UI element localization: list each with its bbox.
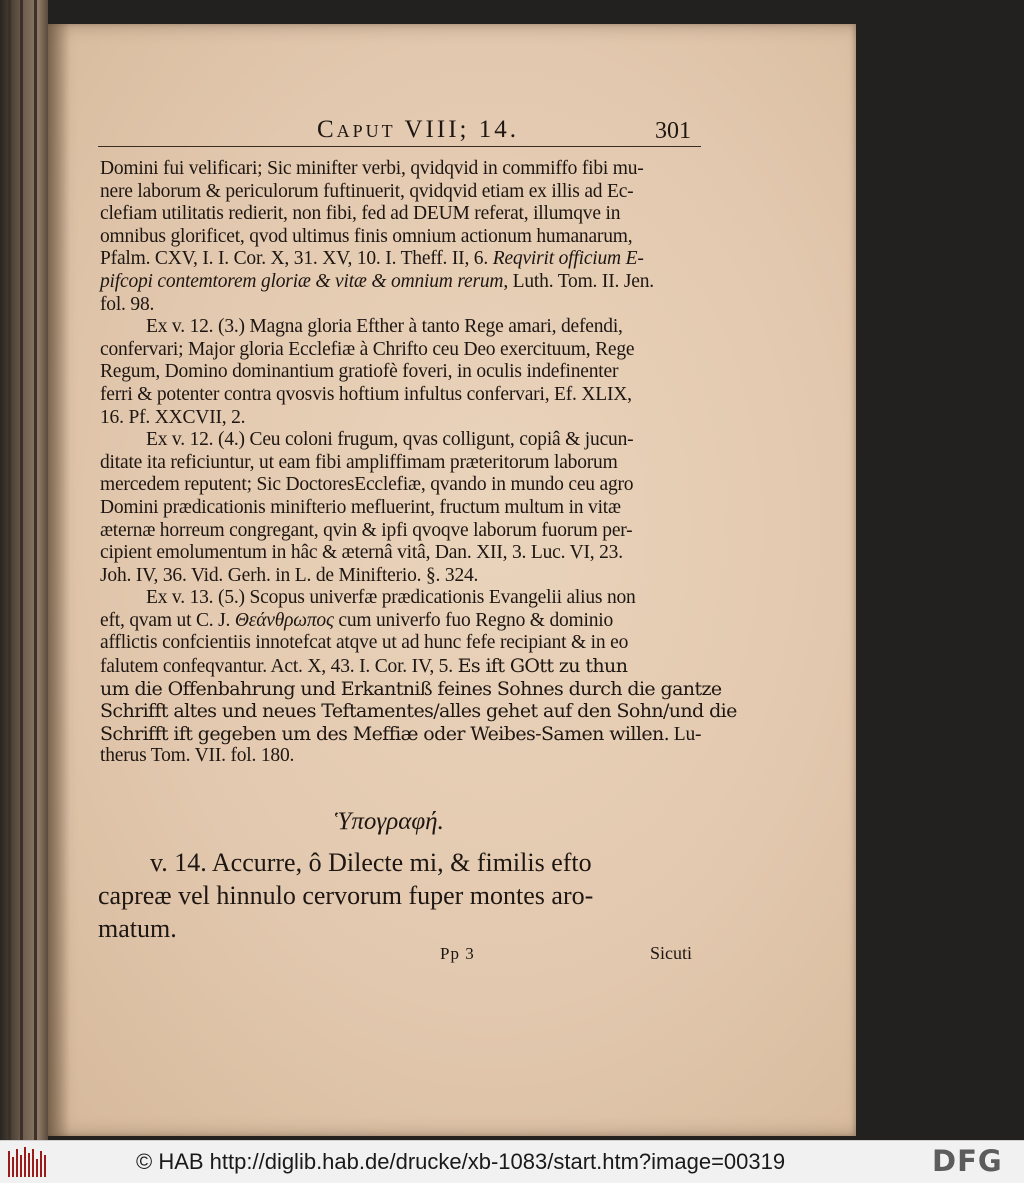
page-edge-line xyxy=(8,0,11,1140)
text-span: , Luth. Tom. II. Jen. xyxy=(503,270,654,292)
text-line: Joh. IV, 36. Vid. Gerh. in L. de Minifterio. §. 324. xyxy=(100,564,479,586)
text-span: Pfalm. CXV, I. I. Cor. X, 31. XV, 10. I. Theff. II, 6. xyxy=(100,248,489,270)
text-line: Domini prædicationis minifterio mefluerint, fructum multum in vitæ xyxy=(100,496,621,518)
text-line: Domini fui velificari; Sic minifter verbi, qvidqvid in commiffo fibi mu- xyxy=(100,158,644,179)
verse-line: matum. xyxy=(98,914,177,943)
text-line: cipient emolumentum in hâc & æternâ vitâ, Dan. XII, 3. Luc. VI, 23. xyxy=(100,542,623,564)
text-line: afflictis confcientiis innotefcat atqve ut ad hunc fefe recipiant & in eo xyxy=(100,632,629,654)
text-span: Lu- xyxy=(673,723,702,745)
footer-bar xyxy=(0,1140,1024,1183)
greek-word: Θεάνθρωπος xyxy=(234,609,334,631)
running-title-caput: Caput xyxy=(317,116,396,143)
fraktur-line: Schrifft altes und neues Teftamentes/alles gehet auf den Sohn/und die xyxy=(100,700,737,723)
text-line: therus Tom. VII. fol. 180. xyxy=(100,745,295,767)
text-span: falutem confeqvantur. Act. X, 43. I. Cor. IV, 5. xyxy=(100,656,453,678)
header-rule xyxy=(98,146,701,147)
fraktur-text: Schrifft ift gegeben um des Meffiæ oder Weibes-Samen willen. xyxy=(100,722,670,745)
text-line: Ex v. 12. (4.) Ceu coloni frugum, qvas colligunt, copiâ & jucun- xyxy=(146,429,634,451)
verse-line: capreæ vel hinnulo cervorum fuper montes aro- xyxy=(98,881,594,910)
running-title xyxy=(317,116,519,144)
text-line: confervari; Major gloria Ecclefiæ à Chrifto ceu Deo exercituum, Rege xyxy=(100,338,635,360)
text-line: clefiam utilitatis redierit, non fibi, fed ad DEUM referat, illumqve in xyxy=(100,203,621,225)
text-line: Ex v. 13. (5.) Scopus univerfæ prædicationis Evangelii alius non xyxy=(146,587,636,609)
text-line: omnibus glorificet, qvod ultimus finis omnium actionum humanarum, xyxy=(100,225,633,247)
text-line: Ex v. 12. (3.) Magna gloria Efther à tanto Rege amari, defendi, xyxy=(146,316,623,338)
running-title-chapter: VIII; 14. xyxy=(404,116,519,143)
text-span: cum univerfo fuo Regno & dominio xyxy=(338,609,614,631)
text-line xyxy=(100,248,700,271)
text-line: 16. Pf. XXCVII, 2. xyxy=(100,406,246,428)
dfg-logo: DFG xyxy=(932,1144,1003,1178)
hab-logo-icon xyxy=(6,1147,50,1177)
italic-text: Reqvirit officium E- xyxy=(492,248,644,270)
footer-link[interactable]: © HAB http://diglib.hab.de/drucke/xb-1083/start.htm?image=00319 xyxy=(136,1149,786,1174)
body-text xyxy=(100,158,737,768)
text-line: Regum, Domino dominantium gratiofè foveri, in oculis indefinenter xyxy=(100,361,619,383)
text-line xyxy=(100,271,700,294)
verse-line: v. 14. Accurre, ô Dilecte mi, & fimilis efto xyxy=(150,848,592,877)
page-edge-line xyxy=(20,0,23,1140)
text-line xyxy=(100,723,700,746)
greek-heading: Ὑπογραφή. xyxy=(335,808,444,835)
fraktur-line: um die Offenbahrung und Erkantniß feines Sohnes durch die gantze xyxy=(100,677,722,700)
text-line: nere laborum & periculorum fuftinuerit, qvidqvid etiam ex illis ad Ec- xyxy=(100,180,634,202)
page-number: 301 xyxy=(655,118,691,144)
gutter-shadow xyxy=(48,24,70,1136)
text-line: ferri & potenter contra qvosvis hoftium infultus confervari, Ef. XLIX, xyxy=(100,383,632,405)
fraktur-text: Es ift GOtt zu thun xyxy=(457,655,628,678)
verse-text xyxy=(98,846,708,945)
text-line: fol. 98. xyxy=(100,293,155,315)
page-edge-line xyxy=(34,0,37,1140)
italic-text: pifcopi contemtorem gloriæ & vitæ & omnium rerum xyxy=(100,270,504,292)
text-line xyxy=(100,655,700,678)
text-line: æternæ horreum congregant, qvin & ipfi qvoqve laborum fuorum per- xyxy=(100,519,633,541)
text-line: ditate ita reficiuntur, ut eam fibi ampliffimam præteritorum laborum xyxy=(100,451,618,473)
text-line xyxy=(100,610,700,633)
text-line: mercedem reputent; Sic DoctoresEcclefiæ, qvando in mundo ceu agro xyxy=(100,474,634,496)
signature-mark: Pp 3 xyxy=(440,944,475,963)
catchword: Sicuti xyxy=(650,943,693,963)
text-span: eft, qvam ut C. J. xyxy=(100,609,231,631)
